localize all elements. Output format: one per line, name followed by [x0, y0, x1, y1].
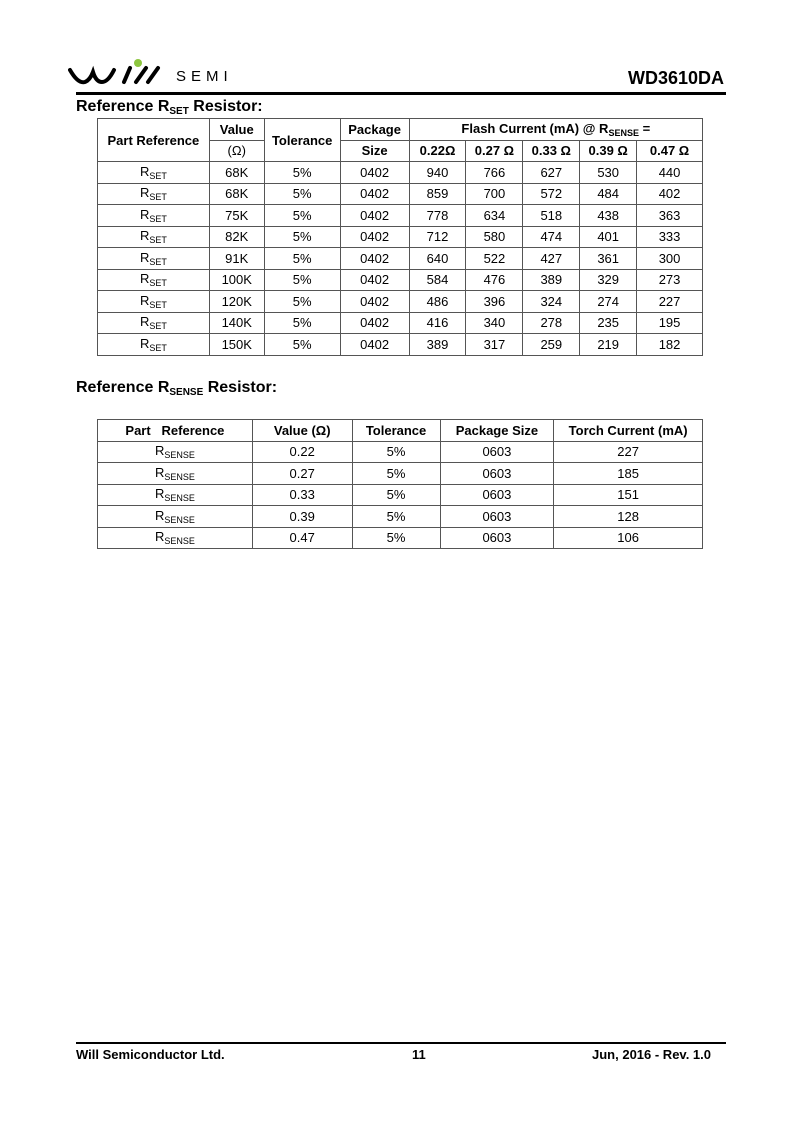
header-package-size: Package Size — [440, 420, 554, 442]
table-header-row — [98, 420, 703, 442]
rsense-section-title: Reference $R_{SENSE}$ Resistor: — [76, 379, 278, 398]
part-reference-cell: $R_{SENSE}$ — [98, 506, 253, 528]
flash-current-cell: 712 — [409, 226, 466, 248]
package-cell: 0402 — [340, 312, 409, 334]
tolerance-cell: 5% — [264, 183, 340, 205]
part-reference-cell: $R_{SET}$ — [98, 205, 210, 227]
table-header-row — [98, 119, 703, 141]
rsense-table — [97, 419, 703, 549]
part-reference-cell: $R_{SET}$ — [98, 226, 210, 248]
table-row — [98, 183, 703, 205]
value-cell: 68K — [209, 183, 264, 205]
flash-current-cell: 627 — [523, 162, 580, 184]
header-tolerance: Tolerance — [264, 119, 340, 162]
footer-rule — [76, 1042, 726, 1044]
flash-current-cell: 522 — [466, 248, 523, 270]
package-cell: 0402 — [340, 334, 409, 356]
flash-current-cell: 324 — [523, 291, 580, 313]
tolerance-cell: 5% — [352, 463, 440, 485]
package-cell: 0402 — [340, 248, 409, 270]
value-cell: 68K — [209, 162, 264, 184]
tolerance-cell: 5% — [264, 226, 340, 248]
header-value-unit: (Ω) — [209, 140, 264, 162]
flash-current-cell: 389 — [523, 269, 580, 291]
tolerance-cell: 5% — [264, 162, 340, 184]
flash-current-cell: 486 — [409, 291, 466, 313]
header-part-reference: Part Reference — [98, 119, 210, 162]
value-cell: 0.33 — [252, 484, 352, 506]
part-reference-cell: $R_{SET}$ — [98, 312, 210, 334]
torch-current-cell: 185 — [554, 463, 703, 485]
package-cell: 0402 — [340, 205, 409, 227]
flash-current-cell: 227 — [637, 291, 703, 313]
flash-current-cell: 363 — [637, 205, 703, 227]
tolerance-cell: 5% — [264, 334, 340, 356]
flash-current-cell: 219 — [580, 334, 637, 356]
tolerance-cell: 5% — [264, 291, 340, 313]
part-reference-cell: $R_{SENSE}$ — [98, 527, 253, 549]
value-cell: 91K — [209, 248, 264, 270]
package-cell: 0603 — [440, 484, 554, 506]
value-cell: 150K — [209, 334, 264, 356]
flash-current-cell: 438 — [580, 205, 637, 227]
flash-current-cell: 572 — [523, 183, 580, 205]
flash-current-cell: 530 — [580, 162, 637, 184]
table-row — [98, 441, 703, 463]
torch-current-cell: 151 — [554, 484, 703, 506]
table-row — [98, 334, 703, 356]
flash-current-cell: 401 — [580, 226, 637, 248]
package-cell: 0603 — [440, 527, 554, 549]
torch-current-cell: 106 — [554, 527, 703, 549]
value-cell: 0.27 — [252, 463, 352, 485]
flash-current-cell: 580 — [466, 226, 523, 248]
company-logo — [68, 58, 258, 90]
table-row — [98, 463, 703, 485]
flash-current-cell: 416 — [409, 312, 466, 334]
flash-current-cell: 389 — [409, 334, 466, 356]
tolerance-cell: 5% — [352, 527, 440, 549]
flash-current-cell: 259 — [523, 334, 580, 356]
header-sense-value: 0.27 Ω — [466, 140, 523, 162]
part-reference-cell: $R_{SET}$ — [98, 269, 210, 291]
flash-current-cell: 300 — [637, 248, 703, 270]
part-reference-cell: $R_{SET}$ — [98, 183, 210, 205]
tolerance-cell: 5% — [264, 248, 340, 270]
tolerance-cell: 5% — [352, 484, 440, 506]
table-row — [98, 527, 703, 549]
part-reference-cell: $R_{SENSE}$ — [98, 484, 253, 506]
flash-current-cell: 518 — [523, 205, 580, 227]
value-cell: 75K — [209, 205, 264, 227]
table-row — [98, 205, 703, 227]
value-cell: 0.22 — [252, 441, 352, 463]
rset-table — [97, 118, 703, 356]
flash-current-cell: 182 — [637, 334, 703, 356]
flash-current-cell: 278 — [523, 312, 580, 334]
header-value: Value — [209, 119, 264, 141]
tolerance-cell: 5% — [264, 205, 340, 227]
value-cell: 82K — [209, 226, 264, 248]
flash-current-cell: 340 — [466, 312, 523, 334]
part-reference-cell: $R_{SET}$ — [98, 291, 210, 313]
flash-current-cell: 274 — [580, 291, 637, 313]
flash-current-cell: 235 — [580, 312, 637, 334]
table-row — [98, 506, 703, 528]
flash-current-cell: 440 — [637, 162, 703, 184]
flash-current-cell: 476 — [466, 269, 523, 291]
flash-current-cell: 361 — [580, 248, 637, 270]
header-rule — [76, 92, 726, 95]
flash-current-cell: 640 — [409, 248, 466, 270]
package-cell: 0603 — [440, 441, 554, 463]
part-reference-cell: $R_{SENSE}$ — [98, 441, 253, 463]
flash-current-cell: 402 — [637, 183, 703, 205]
value-cell: 0.47 — [252, 527, 352, 549]
header-sense-value: 0.39 Ω — [580, 140, 637, 162]
flash-current-cell: 427 — [523, 248, 580, 270]
value-cell: 0.39 — [252, 506, 352, 528]
part-reference-cell: $R_{SET}$ — [98, 334, 210, 356]
flash-current-cell: 317 — [466, 334, 523, 356]
flash-current-cell: 700 — [466, 183, 523, 205]
table-row — [98, 226, 703, 248]
package-cell: 0402 — [340, 291, 409, 313]
tolerance-cell: 5% — [352, 506, 440, 528]
header-sense-value: 0.47 Ω — [637, 140, 703, 162]
tolerance-cell: 5% — [264, 269, 340, 291]
torch-current-cell: 128 — [554, 506, 703, 528]
package-cell: 0603 — [440, 463, 554, 485]
package-cell: 0402 — [340, 226, 409, 248]
flash-current-cell: 634 — [466, 205, 523, 227]
header-tolerance: Tolerance — [352, 420, 440, 442]
flash-current-cell: 195 — [637, 312, 703, 334]
value-cell: 100K — [209, 269, 264, 291]
package-cell: 0402 — [340, 162, 409, 184]
table-row — [98, 291, 703, 313]
flash-current-cell: 474 — [523, 226, 580, 248]
flash-current-cell: 273 — [637, 269, 703, 291]
header-sense-value: 0.22Ω — [409, 140, 466, 162]
footer-page-number: 11 — [412, 1047, 426, 1062]
flash-current-cell: 584 — [409, 269, 466, 291]
part-reference-cell: $R_{SET}$ — [98, 162, 210, 184]
header-sense-value: 0.33 Ω — [523, 140, 580, 162]
header-value: Value (Ω) — [252, 420, 352, 442]
header-package: Package — [340, 119, 409, 141]
value-cell: 120K — [209, 291, 264, 313]
will-logo-icon — [68, 58, 173, 90]
value-cell: 140K — [209, 312, 264, 334]
torch-current-cell: 227 — [554, 441, 703, 463]
tolerance-cell: 5% — [264, 312, 340, 334]
flash-current-cell: 859 — [409, 183, 466, 205]
flash-current-cell: 396 — [466, 291, 523, 313]
part-reference-cell: $R_{SET}$ — [98, 248, 210, 270]
flash-current-cell: 766 — [466, 162, 523, 184]
footer-company: Will Semiconductor Ltd. — [76, 1047, 225, 1062]
header-flash-current: Flash Current (mA) @ $R_{SENSE}$ = — [409, 119, 702, 141]
flash-current-cell: 778 — [409, 205, 466, 227]
part-reference-cell: $R_{SENSE}$ — [98, 463, 253, 485]
table-row — [98, 248, 703, 270]
footer-date-revision: Jun, 2016 - Rev. 1.0 — [592, 1047, 711, 1062]
table-row — [98, 269, 703, 291]
header-part-reference: Part Reference — [98, 420, 253, 442]
table-row — [98, 312, 703, 334]
flash-current-cell: 484 — [580, 183, 637, 205]
header-package-size: Size — [340, 140, 409, 162]
document-number: WD3610DA — [627, 68, 724, 88]
flash-current-cell: 329 — [580, 269, 637, 291]
header-torch-current: Torch Current (mA) — [554, 420, 703, 442]
table-row — [98, 484, 703, 506]
package-cell: 0402 — [340, 269, 409, 291]
flash-current-cell: 940 — [409, 162, 466, 184]
tolerance-cell: 5% — [352, 441, 440, 463]
flash-current-cell: 333 — [637, 226, 703, 248]
package-cell: 0603 — [440, 506, 554, 528]
package-cell: 0402 — [340, 183, 409, 205]
table-row — [98, 162, 703, 184]
logo-text: SEMI — [176, 68, 233, 85]
rset-section-title: Reference $R_{SET}$ Resistor: — [76, 98, 263, 117]
